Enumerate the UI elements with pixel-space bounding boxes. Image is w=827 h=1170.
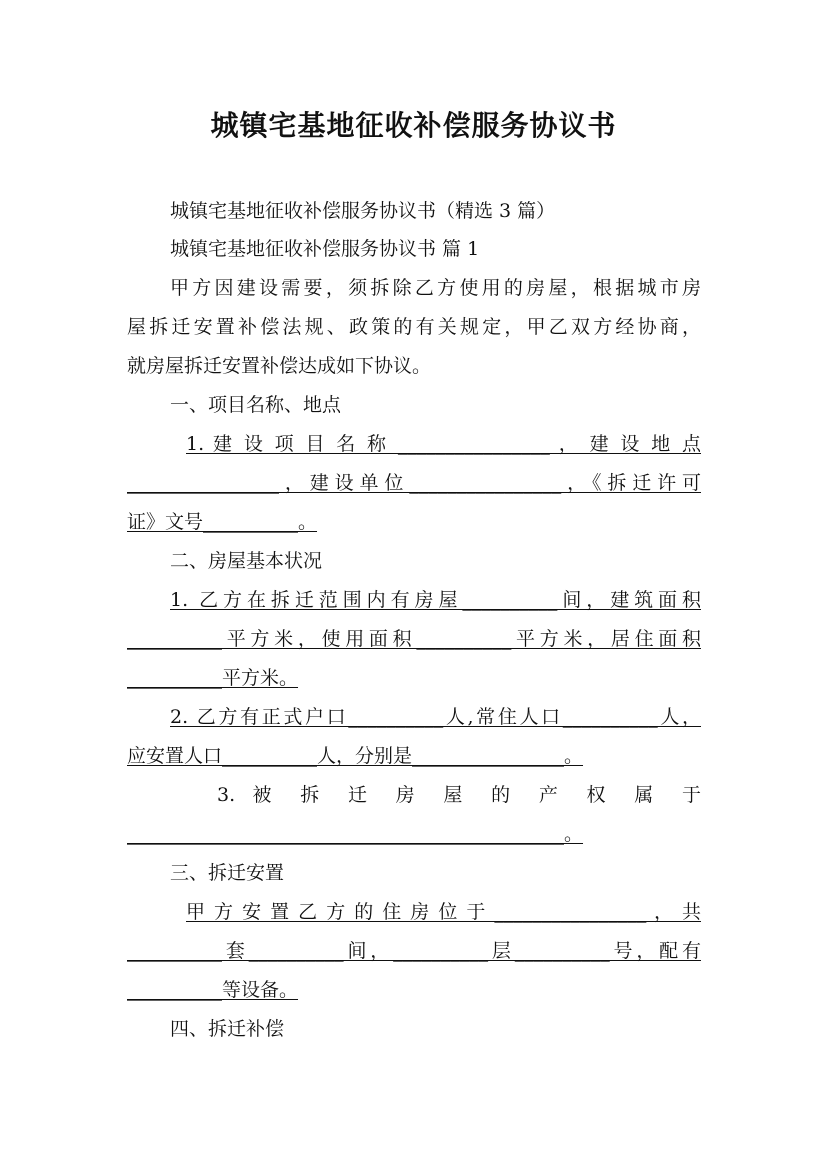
section-heading-part-1: 城镇宅基地征收补偿服务协议书 篇 1 [170, 238, 480, 260]
form-line-permit-number: 证》文号__________。 [127, 511, 318, 533]
paragraph-line: 屋拆迁安置补偿法规、政策的有关规定，甲乙双方经协商， [127, 316, 701, 338]
form-line-housing-location: 甲 方 安 置 乙 方 的 住 房 位 于 ________________ ， 共 [186, 901, 701, 923]
paragraph-line: 甲方因建设需要，须拆除乙方使用的房屋，根据城市房 [170, 277, 701, 299]
section-heading-3: 三、拆迁安置 [170, 862, 285, 884]
form-line-resettle-count: 应安置人口__________人，分别是________________。 [127, 745, 584, 767]
form-line-house-rooms: 1. 乙方在拆迁范围内有房屋__________间，建筑面积 [170, 589, 701, 611]
form-line-household: 2. 乙方有正式户口__________人,常住人口__________人， [170, 706, 701, 728]
form-line-construction-unit: ________________，建设单位________________，《拆迁许可 [127, 472, 701, 494]
form-line-equipment: __________等设备。 [127, 979, 299, 1001]
paragraph-line: 就房屋拆迁安置补偿达成如下协议。 [127, 355, 432, 377]
form-line-project-name: 1. 建 设 项 目 名 称 ________________ ， 建 设 地 点 [186, 433, 701, 455]
subtitle-line: 城镇宅基地征收补偿服务协议书（精选 3 篇） [170, 200, 556, 222]
section-heading-2: 二、房屋基本状况 [170, 550, 323, 572]
document-title: 城镇宅基地征收补偿服务协议书 [210, 109, 617, 142]
form-line-ownership-blank: ______________________________________________。 [127, 823, 584, 845]
form-line-ownership: 3. 被 拆 迁 房 屋 的 产 权 属 于 [217, 784, 701, 806]
form-line-house-area-end: __________平方米。 [127, 667, 299, 689]
section-heading-1: 一、项目名称、地点 [170, 394, 342, 416]
form-line-housing-units: __________套__________间，__________层__________号，配有 [127, 940, 701, 962]
form-line-house-area: __________平方米，使用面积__________平方米，居住面积 [127, 628, 701, 650]
section-heading-4: 四、拆迁补偿 [170, 1018, 285, 1040]
